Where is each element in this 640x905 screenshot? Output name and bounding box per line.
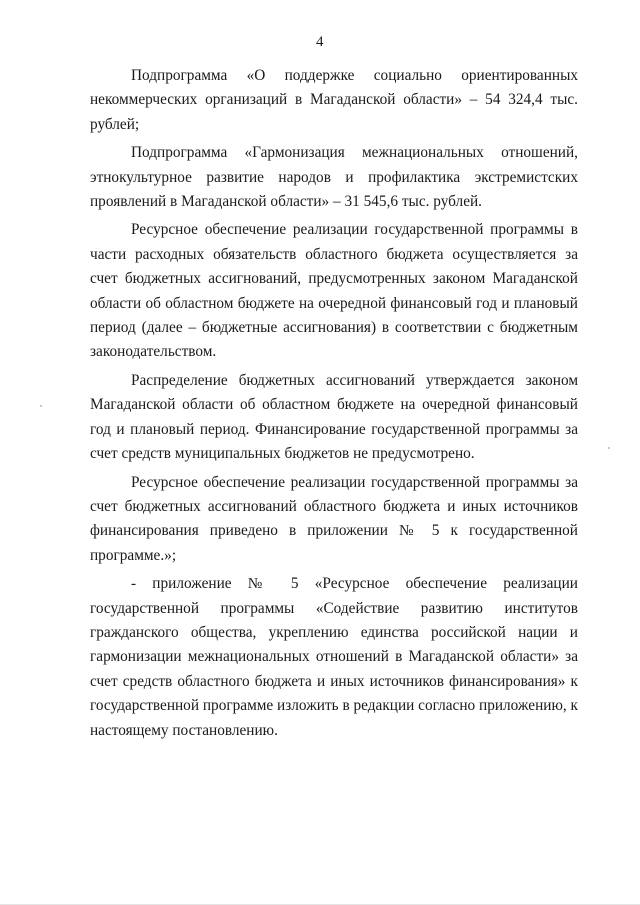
- paragraph-resource-appendix: Ресурсное обеспечение реализации государственной программы за счет бюджетных ассигнований областного бюджета и иных источников финансирования приведено в приложении № 5 к государственной программе.»;: [90, 473, 578, 564]
- scan-speck: [608, 447, 610, 449]
- paragraph-resource-provision: Ресурсное обеспечение реализации государственной программы в части расходных обязательств областного бюджета осуществляется за счет бюджетных ассигнований, предусмотренных законом Магаданской области об областном бюджете на очередной финансовый год и плановый период (далее – бюджетные ассигнования) в соответствии с бюджетным законодательством.: [90, 221, 578, 361]
- paragraph-subprogram-harmonization: Подпрограмма «Гармонизация межнациональных отношений, этнокультурное развитие народов и профилактика экстремистских проявлений в Магаданской области» – 31 545,6 тыс. рублей.: [90, 144, 578, 211]
- scan-speck: [40, 405, 42, 407]
- document-body: [90, 64, 578, 743]
- page-number: 4: [316, 34, 324, 50]
- paragraph-appendix-amendment: - приложение № 5 «Ресурсное обеспечение реализации государственной программы «Содействие развитию институтов гражданского общества, укреплению единства российской нации и гармонизации межнациональных отношений в Магаданской области» за счет средств областного бюджета и иных источников финансирования» к государственной программе изложить в редакции согласно приложению, к настоящему постановлению.: [90, 575, 578, 739]
- paragraph-budget-distribution: Распределение бюджетных ассигнований утверждается законом Магаданской области об областном бюджете на очередной финансовый год и плановый период. Финансирование государственной программы за счет средств муниципальных бюджетов не предусмотрено.: [90, 371, 578, 463]
- paragraph-subprogram-nko: Подпрограмма «О поддержке социально ориентированных некоммерческих организаций в Магаданской области» – 54 324,4 тыс. рублей;: [90, 67, 578, 133]
